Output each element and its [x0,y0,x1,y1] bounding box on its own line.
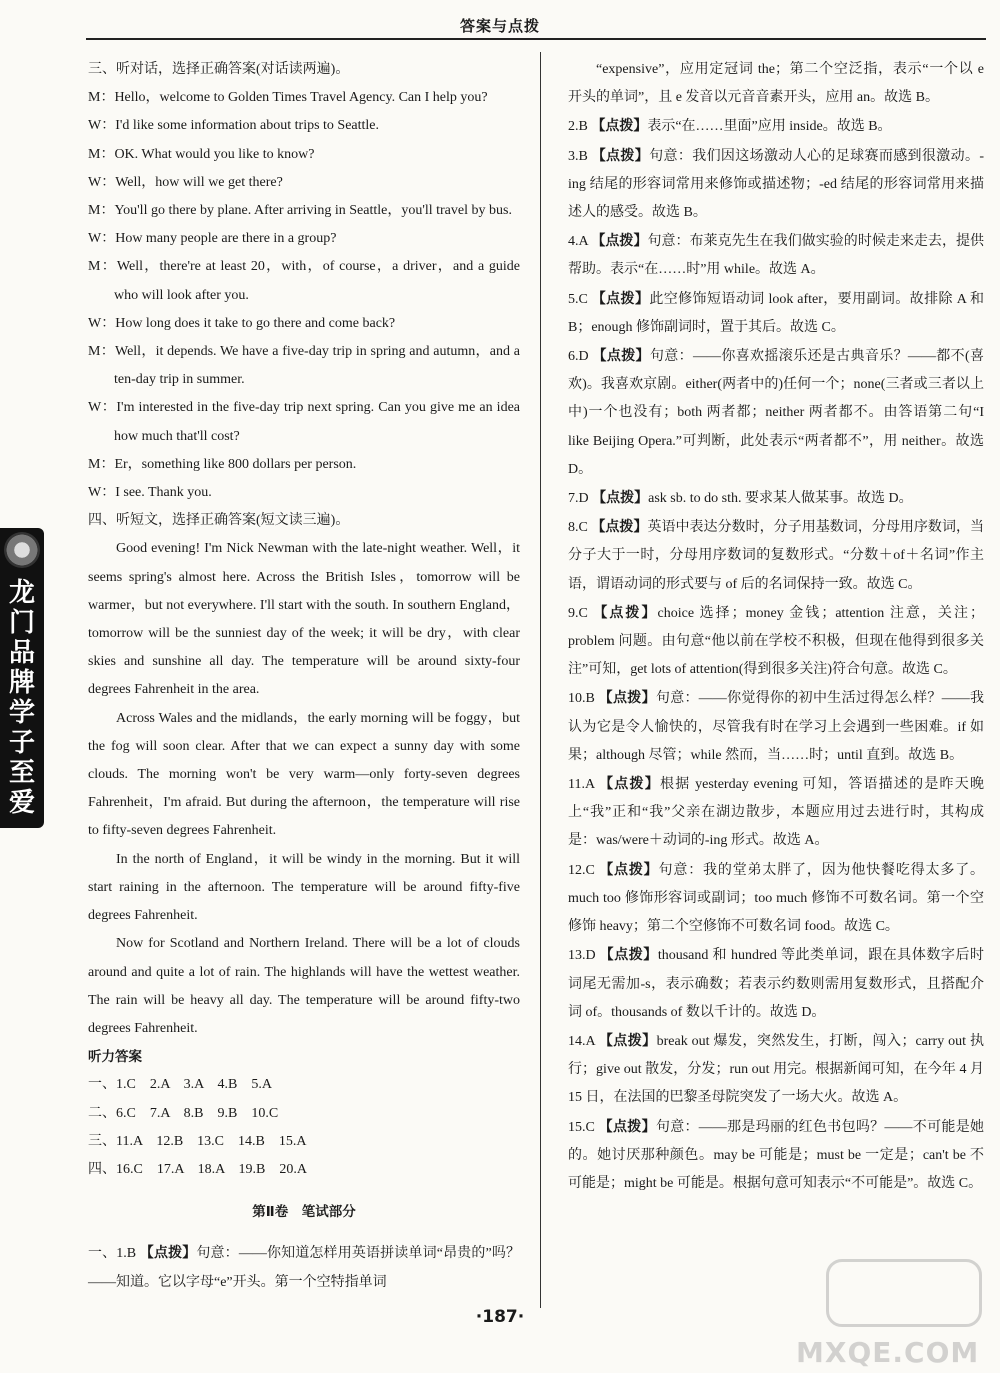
question-tag: 【点拨】 [599,776,660,793]
question-number: 8.C [568,520,588,536]
question-number: 14.A [568,1033,595,1049]
dialogue-line: W：How long does it take to go there and come back? [88,315,396,331]
question-text: 句意：我们因这场激动人心的足球赛而感到很激动。-ing 结尾的形容词常用来修饰或描述物；-ed 结尾的形容词常用来描述人的感受。故选 B。 [568,148,985,221]
question-tag: 【点拨】 [598,1032,657,1049]
left-column [88,56,520,1297]
dialogue-line: W：Well，how will we get there? [88,174,283,190]
question-item [568,342,984,484]
question-tag: 【点拨】 [599,947,658,964]
question-number: 一、1.B [88,1246,137,1262]
side-banner [0,528,44,828]
question-text: choice 选择；money 金钱；attention 注意，关注；problem 问题。由句意“他以前在学校不积极，但现在他得到很多关注”可知，get lots of attention(得到很多关注)符合句意。故选 C。 [568,605,984,678]
question-text: thousand 和 hundred 等此类单词，跟在具体数字后时词尾无需加-s，表示确数；若表示约数则需用复数形式，且搭配介词 of。thousands of 数以千计的。故选 D。 [568,948,984,1020]
watermark-logo-icon [826,1259,982,1327]
passage-paragraph: Across Wales and the midlands，the early morning will be foggy，but the fog will soon clear. After that we can expect a sunny day with some clouds. The morning won't be very warm—only forty-seven degrees Fahrenheit，I'm afraid. But during the afternoon，the temperature will rise to fifty-seven degrees Fahrenheit. [88,710,520,839]
right-column [568,56,984,1198]
question-tag: 【点拨】 [591,519,648,536]
question-item [568,1027,984,1113]
dialogue-line: W：How many people are there in a group? [88,231,337,247]
page-header [0,0,1000,44]
question-tag: 【点拨】 [593,604,658,621]
question-item [568,684,984,770]
watermark-text: MXQE.COM [796,1336,980,1369]
column-divider [540,52,541,1308]
question-text: 英语中表达分数时，分子用基数词，分母用序数词，当分子大于一时，分母用序数词的复数形式。“分数＋of＋名词”作主语，谓语动词的形式要与 of 后的名词保持一致。故选 C。 [568,520,985,592]
question-text: 句意：——你喜欢摇滚乐还是古典音乐？——都不(喜欢)。我喜欢京剧。either(两者中的)任何一个；none(三者或三者以上中)一个也没有；both 两者都；neither 两者都不。由答语第二句“I like Beijing Opera.”可判断，此处表示“两者都不”，用 neither。故选 D。 [568,349,985,477]
question-tag: 【点拨】 [139,1245,197,1262]
question-number: 5.C [568,291,588,307]
question-item [568,227,984,284]
question-tag: 【点拨】 [591,147,650,164]
passage-paragraph: Good evening! I'm Nick Newman with the late-night weather. Well，it seems spring's almost here. Across the British Isles，tomorrow will be warmer，but not everywhere. I'll start with the south. In southern England，tomorrow will be the sunniest day of the week; it will be dry，with clear skies and sunshine all day. The temperature will be around sixty-four degrees Fahrenheit in the area. [88,541,520,698]
header-title: 答案与点拨 [459,17,540,35]
continued-text: “expensive”，应用定冠词 the；第二个空泛指，表示“一个以 e 开头的单词”，且 e 发音以元音音素开头，应用 an。故选 B。 [568,62,984,106]
answer-line: 四、16.C 17.A 18.A 19.B 20.A [88,1161,307,1177]
section4-title: 四、听短文，选择正确答案(短文读三遍)。 [88,513,350,529]
dialogue-line: W：I see. Thank you. [88,485,212,501]
passage [88,535,520,1043]
question-tag: 【点拨】 [591,118,648,135]
question-text: break out 爆发，突然发生，打断，闯入；carry out 执行；give out 散发，分发；run out 用完。根据新闻可知，在今年 4 月 15 日，在法国的巴黎圣母院突发了一场大火。故选 A。 [568,1033,985,1106]
question-tag: 【点拨】 [592,490,649,507]
question-tag: 【点拨】 [591,290,650,307]
dialogue-line: M：You'll go there by plane. After arriving in Seattle，you'll travel by bus. [88,203,512,219]
question-text: 句意：我的堂弟太胖了，因为他快餐吃得太多了。much too 修饰形容词或副词；too much 修饰不可数名词。第一个空修饰 heavy；第二个空修饰不可数名词 food。故选 C。 [568,862,985,935]
question-text: 句意：——你知道怎样用英语拼读单词“昂贵的”吗？——知道。它以字母“e”开头。第一个空特指单词 [88,1246,521,1290]
dialogue-line: W：I'd like some information about trips to Seattle. [88,118,380,134]
question-number: 3.B [568,148,588,164]
question-text: 此空修饰短语动词 look after，要用副词。故排除 A 和 B；enough 修饰副词时，置于其后。故选 C。 [568,291,985,335]
question-text: 句意：布莱克先生在我们做实验的时候走来走去，提供帮助。表示“在……时”用 while。故选 A。 [568,234,985,278]
question-tag: 【点拨】 [591,233,648,250]
dialogue-line: W：I'm interested in the five-day trip next spring. Can you give me an idea how much that'll cost? [88,400,520,444]
question-number: 10.B [568,691,595,707]
question-item [568,856,984,942]
dialogue-line: M：Well，it depends. We have a five-day trip in spring and autumn，and a ten-day trip in summer. [88,344,520,388]
part2-title: 第Ⅱ卷 笔试部分 [252,1203,356,1220]
question-text: 句意：——那是玛丽的红色书包吗？——不可能是她的。她讨厌那种颜色。may be 可能是；must be 一定是；can't be 不可能是；might be 可能是。根据句意可知表示“不可能是”。故选 C。 [568,1119,985,1191]
question-text: 根据 yesterday evening 可知，答语描述的是昨天晚上“我”正和“我”父亲在湖边散步，本题应用过去进行时，其构成是：was/were＋动词的-ing 形式。故选 A。 [568,777,985,849]
question-item [568,285,984,342]
question-item [568,142,984,228]
question-number: 2.B [568,119,588,135]
question-number: 13.D [568,948,596,964]
side-banner-text: 龙门品牌 学子至爱 [8,578,35,818]
question-number: 11.A [568,777,595,793]
question-item [568,941,984,1027]
question-tag: 【点拨】 [592,348,650,365]
dialogue-line: M：Hello，welcome to Golden Times Travel Agency. Can I help you? [88,90,488,106]
question-number: 15.C [568,1119,595,1135]
brand-logo-icon [4,532,40,568]
dialogue-line: M：Er，something like 800 dollars per person. [88,456,357,472]
question-item [568,112,984,141]
question-number: 12.C [568,862,595,878]
question-tag: 【点拨】 [599,861,659,878]
answer-line: 二、6.C 7.A 8.B 9.B 10.C [88,1105,279,1121]
question-text: 句意：——你觉得你的初中生活过得怎么样？——我认为它是令人愉快的，尽管我有时在学习上会遇到一些困难。if 如果；although 尽管；while 然而，当……时；until 直到。故选 B。 [568,691,985,763]
question-item [568,484,984,513]
question-tag: 【点拨】 [598,1118,656,1135]
question-number: 6.D [568,349,589,365]
dialogue-line: M：Well，there're at least 20，with，of course，a driver，and a guide who will look after you. [88,259,520,303]
answer-key [88,1071,520,1184]
answer-line: 三、11.A 12.B 13.C 14.B 15.A [88,1133,307,1149]
answers-title: 听力答案 [88,1049,142,1066]
section3-title: 三、听对话，选择正确答案(对话读两遍)。 [88,62,350,77]
question-tag: 【点拨】 [598,690,656,707]
page-number: ·187· [475,1307,525,1327]
question-number: 9.C [568,605,588,621]
question-number: 7.D [568,491,589,507]
question-text: 表示“在……里面”应用 inside。故选 B。 [647,119,892,135]
header-rule [86,38,986,40]
passage-paragraph: Now for Scotland and Northern Ireland. There will be a lot of clouds around and quite a lot of rain. The highlands will have the wettest weather. The rain will be heavy all day. The temperature will be around fifty-two degrees Fahrenheit. [88,936,520,1036]
question-item [568,599,984,685]
question-text: ask sb. to do sth. 要求某人做某事。故选 D。 [648,491,913,507]
question-item [88,1239,520,1296]
dialogue [88,84,520,507]
watermark [796,1259,986,1369]
answer-line: 一、1.C 2.A 3.A 4.B 5.A [88,1077,272,1093]
question-item [568,770,984,856]
question-item [568,1113,984,1199]
dialogue-line: M：OK. What would you like to know? [88,146,315,162]
question-number: 4.A [568,234,588,250]
passage-paragraph: In the north of England，it will be windy in the morning. But it will start raining in the afternoon. The temperature will be around fifty-five degrees Fahrenheit. [88,851,520,924]
question-item [568,513,984,599]
